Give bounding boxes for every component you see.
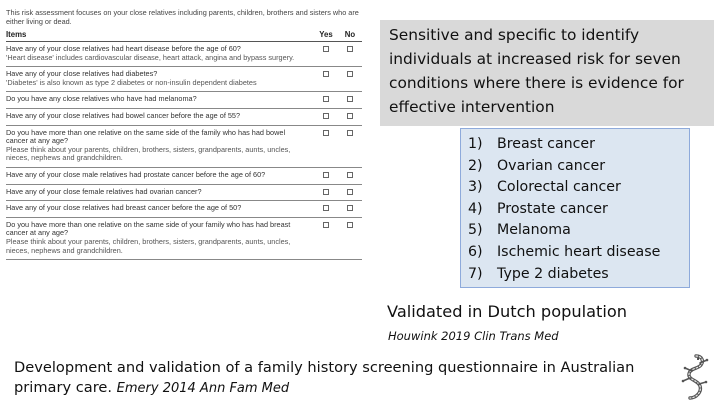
questionnaire-row xyxy=(6,67,362,92)
development-text xyxy=(14,358,664,399)
no-checkbox xyxy=(347,71,353,77)
items-header: Items xyxy=(6,30,27,39)
question-note: 'Heart disease' includes cardiovascular disease, heart attack, angina and bypass surgery. xyxy=(6,52,295,62)
questionnaire-image xyxy=(6,8,362,354)
yes-checkbox xyxy=(323,205,329,211)
question-text: Do you have more than one relative on the same side of the family who has had bowel cancer at any age? xyxy=(6,127,286,146)
questionnaire-row xyxy=(6,201,362,218)
condition-number: 3) xyxy=(468,179,483,196)
yes-checkbox xyxy=(323,96,329,102)
condition-label: Colorectal cancer xyxy=(497,179,621,196)
condition-number: 2) xyxy=(468,157,483,174)
question-text: Have any of your close female relatives had ovarian cancer? xyxy=(6,186,202,196)
question-text: Do you have any close relatives who have had melanoma? xyxy=(6,94,197,104)
condition-label: Type 2 diabetes xyxy=(497,265,609,282)
questionnaire-intro: This risk assessment focuses on your close relatives including parents, children, brothers and sisters who are either living or dead. xyxy=(6,8,359,26)
yes-checkbox xyxy=(323,172,329,178)
questionnaire-row xyxy=(6,42,362,67)
yes-checkbox xyxy=(323,130,329,136)
condition-item xyxy=(468,156,689,178)
condition-item xyxy=(468,199,689,221)
questionnaire-row xyxy=(6,168,362,185)
development-statement: Development and validation of a family history screening questionnaire in Australian primary care. xyxy=(14,359,635,396)
no-checkbox xyxy=(347,222,353,228)
question-note: Please think about your parents, children, brothers, sisters, grandparents, aunts, uncles, nieces, nephews and grandchildren. xyxy=(6,144,291,163)
yes-checkbox xyxy=(323,189,329,195)
question-text: Have any of your close relatives had heart disease before the age of 60? xyxy=(6,44,241,53)
questionnaire-row xyxy=(6,109,362,126)
no-checkbox xyxy=(347,130,353,136)
question-text: Have any of your close relatives had bowel cancer before the age of 55? xyxy=(6,110,241,120)
condition-number: 5) xyxy=(468,222,483,239)
question-text: Have any of your close male relatives had prostate cancer before the age of 60? xyxy=(6,169,266,179)
no-checkbox xyxy=(347,46,353,52)
yes-checkbox xyxy=(323,113,329,119)
questionnaire-row xyxy=(6,185,362,202)
questionnaire-row xyxy=(6,126,362,168)
condition-label: Breast cancer xyxy=(497,136,595,152)
yes-header: Yes xyxy=(319,30,333,39)
validation-citation: Houwink 2019 Clin Trans Med xyxy=(388,329,559,343)
condition-item xyxy=(468,220,689,242)
condition-item xyxy=(468,242,689,264)
questionnaire-header xyxy=(6,30,362,42)
yes-checkbox xyxy=(323,71,329,77)
no-header: No xyxy=(344,30,356,39)
no-checkbox xyxy=(347,205,353,211)
condition-number: 1) xyxy=(468,136,483,152)
yes-checkbox xyxy=(323,46,329,52)
no-checkbox xyxy=(347,189,353,195)
condition-label: Ovarian cancer xyxy=(497,157,606,174)
validation-text: Validated in Dutch population xyxy=(387,302,628,321)
condition-label: Ischemic heart disease xyxy=(497,243,661,260)
questionnaire-rows xyxy=(6,42,362,260)
condition-number: 4) xyxy=(468,200,483,217)
condition-label: Melanoma xyxy=(497,222,571,239)
condition-item xyxy=(468,177,689,199)
development-citation: Emery 2014 Ann Fam Med xyxy=(116,381,290,396)
conditions-list xyxy=(460,128,690,288)
condition-label: Prostate cancer xyxy=(497,200,608,217)
questionnaire-row xyxy=(6,92,362,109)
condition-item xyxy=(468,134,689,156)
question-text: Do you have more than one relative on the same side of your family who has had breast cancer at any age? xyxy=(6,219,291,238)
condition-number: 7) xyxy=(468,265,483,282)
condition-number: 6) xyxy=(468,243,483,260)
no-checkbox xyxy=(347,96,353,102)
no-checkbox xyxy=(347,172,353,178)
highlight-box: Sensitive and specific to identify individuals at increased risk for seven conditions where there is evidence for effective intervention xyxy=(380,20,714,126)
condition-item xyxy=(468,264,689,286)
no-checkbox xyxy=(347,113,353,119)
question-text: Have any of your close relatives had breast cancer before the age of 50? xyxy=(6,203,242,213)
yes-checkbox xyxy=(323,222,329,228)
question-text: Have any of your close relatives had diabetes? xyxy=(6,69,158,79)
questionnaire-row xyxy=(6,218,362,260)
question-note: Please think about your parents, children, brothers, sisters, grandparents, aunts, uncles, nieces, nephews and grandchildren. xyxy=(6,236,291,255)
question-note: 'Diabetes' is also known as type 2 diabetes or non-insulin dependent diabetes xyxy=(6,77,257,87)
gecko-logo-icon xyxy=(676,352,716,402)
